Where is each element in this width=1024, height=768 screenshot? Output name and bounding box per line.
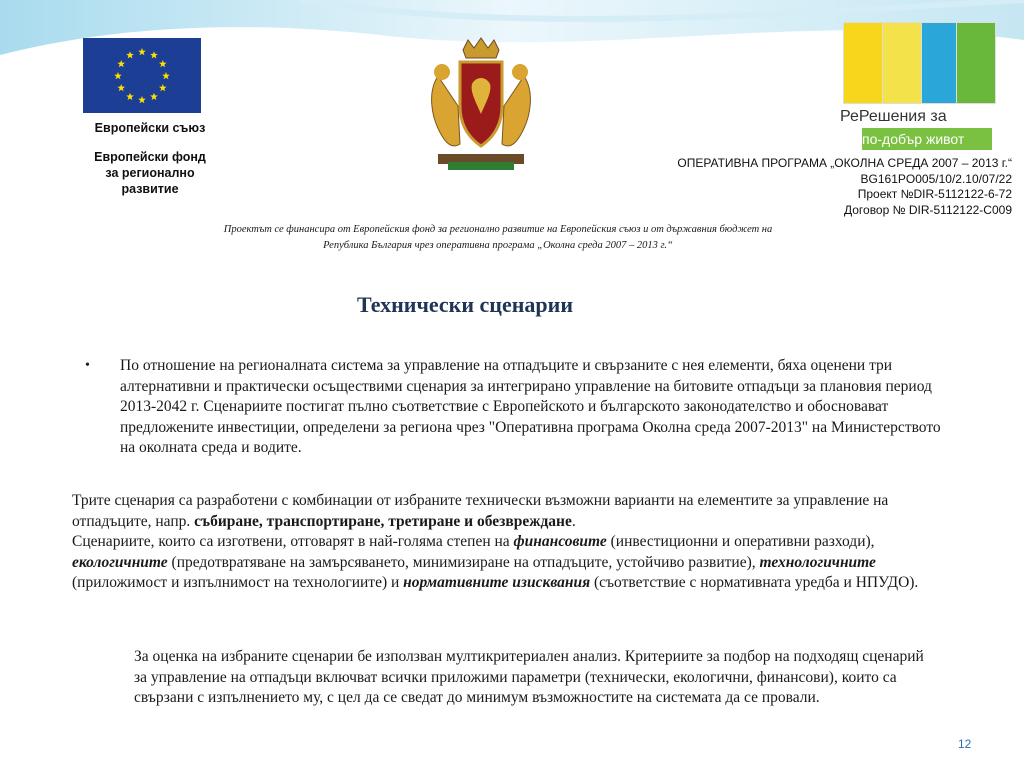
bullet-text: По отношение на регионалната система за управление на отпадъците и свързаните с нея елементи, бяха оценени три алтернативни и практически осъществими сценария за интегрирано управление на битовите отпадъци за плановия период 2013-2042 г. Сценариите постигат пълно съответствие с Европейското и българското законодателство и обосновават предложените инвестиции, определени за региона чрез "Оперативна програма Околна среда 2007-2013" на Министерството на околната среда и водите. — [120, 357, 941, 456]
emphasis-ecological: екологичните — [72, 553, 168, 571]
page-number: 12 — [958, 737, 972, 751]
eu-star-icon — [159, 60, 167, 67]
program-info — [492, 156, 1012, 218]
program-code: BG161PO005/10/2.10/07/22 — [860, 171, 1012, 186]
contract-number: Договор № DIR-5112122-C009 — [843, 202, 1012, 217]
logo-sun-panel — [843, 22, 883, 104]
program-line: ОПЕРАТИВНА ПРОГРАМА „ОКОЛНА СРЕДА 2007 – 2013 г.“ — [677, 156, 1012, 170]
logo-caption-bottom: по-добър живот — [862, 128, 992, 150]
text-span: . — [571, 512, 576, 530]
analysis-paragraph: За оценка на избраните сценарии бе използван мултикритериален анализ. Критериите за подбор на подходящ сценарий за управление на отпадъци включват всички приложими параметри (технически, екологични, финансови), които са свързани с изпълнението му, с цел да се сведат до минимум възможностите на системата да се провали. — [134, 648, 924, 706]
emphasis-technological: технологичните — [759, 553, 876, 571]
eu-label — [70, 113, 230, 213]
eu-star-icon — [159, 84, 167, 91]
solutions-better-life-logo — [840, 22, 990, 152]
eu-star-icon — [138, 96, 146, 103]
scenarios-paragraph — [72, 491, 962, 594]
emphasis-financial: финансовите — [513, 533, 607, 550]
eu-star-icon — [126, 93, 134, 100]
text-span: (приложимост и изпълнимост на технологиите) и — [72, 574, 404, 591]
eu-stars-icon — [83, 38, 201, 114]
eu-fund-label — [70, 149, 230, 197]
text-span: Трите сценария са разработени с комбинации от избраните технически възможни варианти на елементите за управление на отпадъците, напр. — [72, 492, 889, 530]
eu-fund-line1: Европейски фонд — [94, 150, 206, 164]
text-span: (предотвратяване на замърсяването, минимизиране на отпадъците, устойчиво развитие), — [167, 553, 760, 571]
eu-union-label: Европейски съюз — [94, 121, 206, 135]
bold-phrase: събиране, транспортиране, третиране и обезвреждане — [194, 512, 572, 530]
eu-star-icon — [126, 51, 134, 58]
emphasis-normative: нормативните изисквания — [403, 574, 591, 591]
bullet-icon: • — [85, 358, 90, 373]
eu-star-icon — [162, 72, 170, 79]
logo-sun-panel — [882, 22, 922, 104]
eu-star-icon — [138, 48, 146, 55]
eu-flag — [83, 38, 201, 114]
text-span: Сценариите, които са изготвени, отговарят в най-голяма степен на — [72, 533, 514, 550]
logo-water-panel — [921, 22, 961, 104]
page-title: Технически сценарии — [356, 292, 574, 317]
text-span: (инвестиционни и оперативни разходи), — [606, 533, 875, 550]
logo-leaf-panel — [956, 22, 996, 104]
text-span: (съответствие с нормативната уредба и НПУДО). — [590, 574, 919, 591]
funding-line1: Проектът се финансира от Европейския фонд за регионално развитие на Европейския съюз и от държавния бюджет на — [223, 224, 773, 235]
eu-fund-line3: развитие — [121, 182, 179, 196]
eu-star-icon — [117, 84, 125, 91]
eu-star-icon — [150, 93, 158, 100]
funding-statement — [168, 222, 828, 254]
logo-caption-top: РеРешения за — [840, 108, 947, 125]
eu-star-icon — [117, 60, 125, 67]
funding-line2: Република България чрез оперативна програма „Околна среда 2007 – 2013 г.“ — [323, 240, 673, 251]
eu-fund-line2: за регионално — [105, 166, 195, 180]
eu-star-icon — [150, 51, 158, 58]
project-number: Проект №DIR-5112122-6-72 — [857, 187, 1012, 201]
bullet-item — [85, 356, 945, 459]
eu-star-icon — [114, 72, 122, 79]
